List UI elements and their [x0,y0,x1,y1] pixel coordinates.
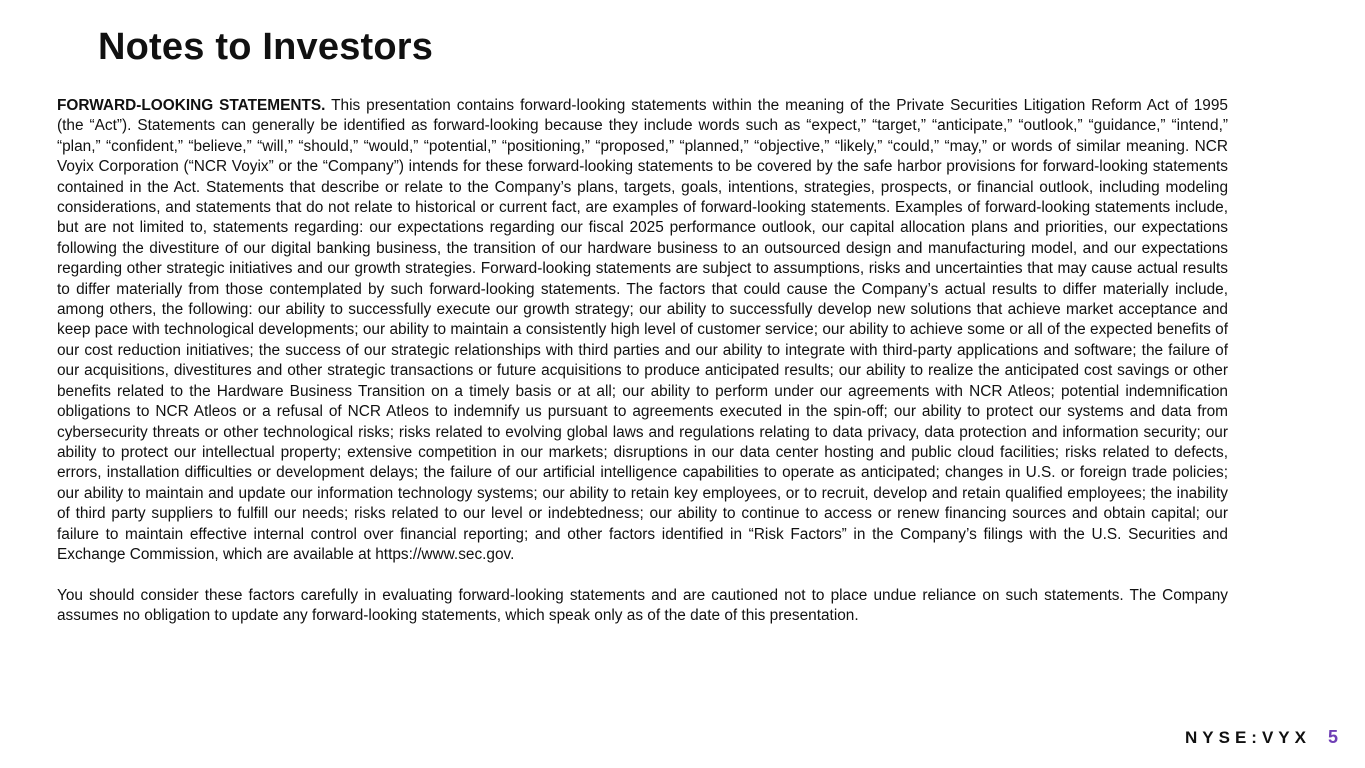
forward-looking-heading: FORWARD-LOOKING STATEMENTS. [57,97,326,114]
closing-paragraph: You should consider these factors carefully in evaluating forward-looking statements and are cautioned not to place undue reliance on such statements. The Company assumes no obligation to update any forward-looking statements, which speak only as of the date of this presentation. [57,586,1228,625]
disclaimer-body [57,96,1228,627]
forward-looking-paragraph [57,96,1228,565]
page-title: Notes to Investors [98,26,434,68]
forward-looking-text: This presentation contains forward-looking statements within the meaning of the Private Securities Litigation Reform Act of 1995 (the “Act”). Statements can generally be identified as forward-looking because they include words such as “expect,” “target,” “anticipate,” “outlook,” “guidance,” “intend,” “plan,” “confident,” “believe,” “will,” “should,” “would,” “potential,” “positioning,” “proposed,” “planned,” “objective,” “likely,” “could,” “may,” or words of similar meaning. NCR Voyix Corporation (“NCR Voyix” or the “Company”) intends for these forward-looking statements to be covered by the safe harbor provisions for forward-looking statements contained in the Act. Statements that describe or relate to the Company’s plans, targets, goals, intentions, strategies, prospects, or financial outlook, including modeling considerations, and statements that do not relate to historical or current fact, are examples of forward-looking statements. Examples of forward-looking statements include, but are not limited to, statements regarding: our expectations regarding our fiscal 2025 performance outlook, our capital allocation plans and priorities, our expectations following the divestiture of our digital banking business, the transition of our hardware business to an outsourced design and manufacturing model, and our expectations regarding other strategic initiatives and our growth strategies. Forward-looking statements are subject to assumptions, risks and uncertainties that may cause actual results to differ materially from those contemplated by such forward-looking statements. The factors that could cause the Company’s actual results to differ materially include, among others, the following: our ability to successfully execute our growth strategy; our ability to successfully develop new solutions that achieve market acceptance and keep pace with technological developments; our ability to maintain a consistently high level of customer service; our ability to achieve some or all of the expected benefits of our cost reduction initiatives; the success of our strategic relationships with third parties and our ability to integrate with third-party applications and software; the failure of our acquisitions, divestitures and other strategic transactions or future acquisitions to produce anticipated results; our ability to realize the anticipated cost savings or other benefits related to the Hardware Business Transition on a timely basis or at all; our ability to perform under our agreements with NCR Atleos; potential indemnification obligations to NCR Atleos or a refusal of NCR Atleos to indemnify us pursuant to agreements executed in the spin-off; our ability to protect our systems and data from cybersecurity threats or other technological risks; risks related to evolving global laws and regulations relating to data privacy, data protection and information security; our ability to protect our intellectual property; extensive competition in our markets; disruptions in our data center hosting and public cloud facilities; risks related to defects, errors, installation difficulties or development delays; the failure of our artificial intelligence capabilities to operate as anticipated; changes in U.S. or foreign trade policies; our ability to maintain and update our information technology systems; our ability to retain key employees, or to recruit, develop and retain qualified employees; the inability of third party suppliers to fulfill our needs; risks related to our level or indebtedness; our ability to continue to access or renew financing sources and obtain capital; our failure to maintain effective internal control over financial reporting; and other factors identified in “Risk Factors” in the Company’s filings with the U.S. Securities and Exchange Commission, which are available at https://www.sec.gov. [57,97,1228,563]
page-number: 5 [1328,727,1339,747]
stock-ticker: NYSE:VYX [1185,728,1311,747]
